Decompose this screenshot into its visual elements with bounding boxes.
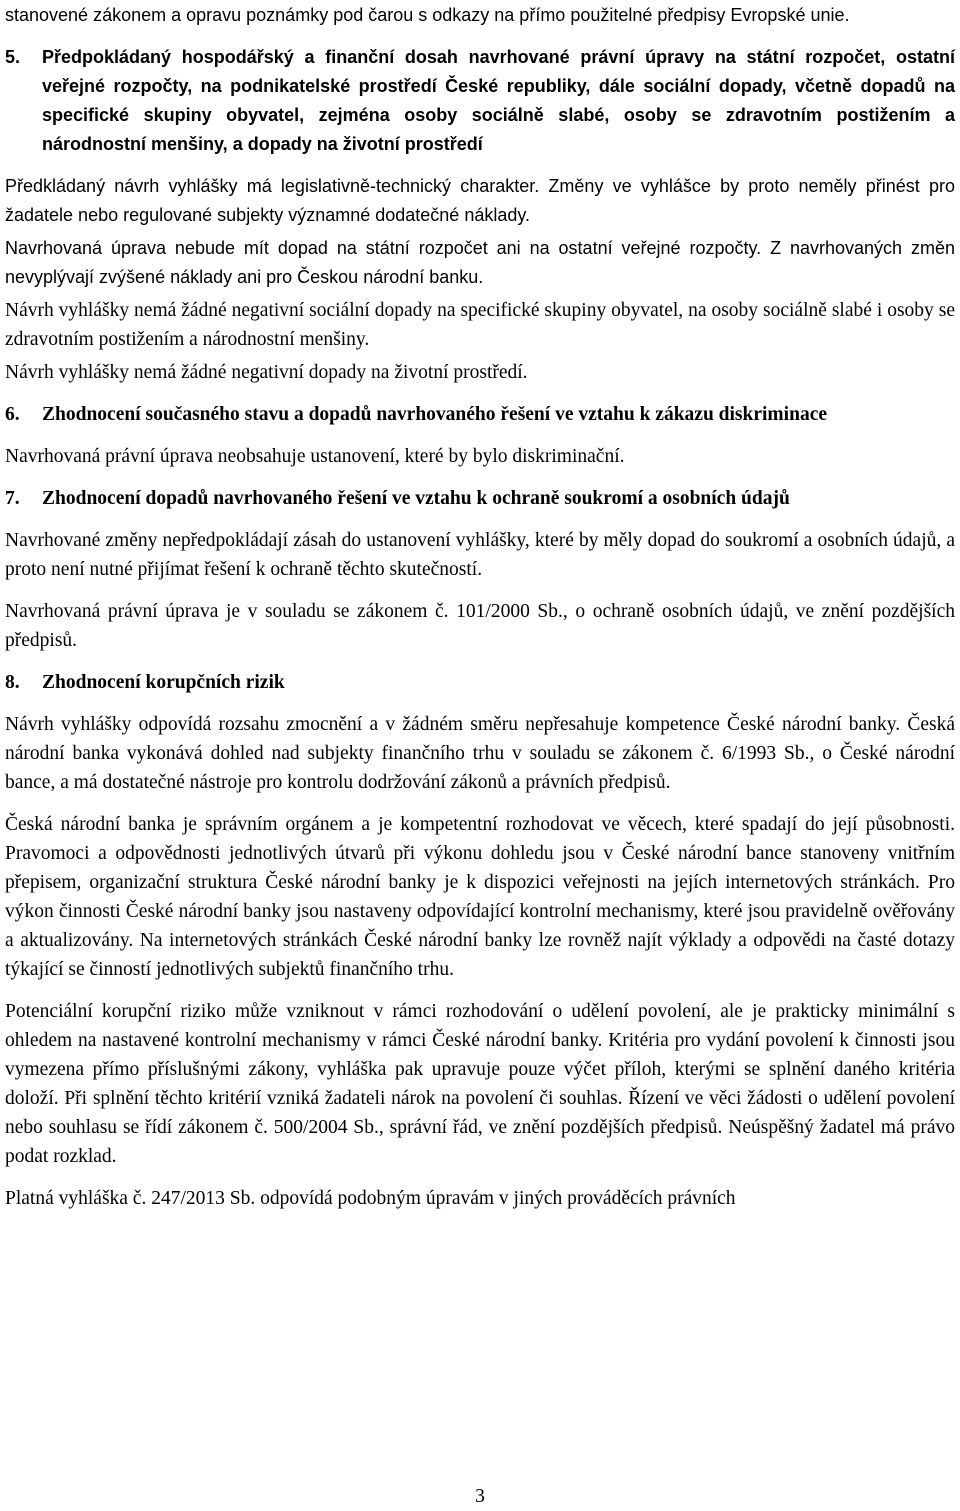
paragraph: Navrhovaná úprava nebude mít dopad na státní rozpočet ani na ostatní veřejné rozpočty. Z navrhovaných změn nevyplývají zvýšené náklady ani pro Českou národní banku. xyxy=(5,238,955,287)
paragraph: Navrhovaná právní úprava neobsahuje ustanovení, které by bylo diskriminační. xyxy=(5,446,625,467)
section-title: Zhodnocení současného stavu a dopadů navrhovaného řešení ve vztahu k zákazu diskriminace xyxy=(42,404,827,425)
paragraph: Předkládaný návrh vyhlášky má legislativně-technický charakter. Změny ve vyhlášce by proto neměly přinést pro žadatele nebo regulované subjekty významné dodatečné náklady. xyxy=(5,176,955,225)
section-6-heading xyxy=(5,400,955,429)
paragraph: Navrhovaná právní úprava je v souladu se zákonem č. 101/2000 Sb., o ochraně osobních údajů, ve znění pozdějších předpisů. xyxy=(5,601,955,651)
intro-fragment: stanovené zákonem a opravu poznámky pod čarou s odkazy na přímo použitelné předpisy Evropské unie. xyxy=(5,5,850,25)
paragraph: Potenciální korupční riziko může vzniknout v rámci rozhodování o udělení povolení, ale je prakticky minimální s ohledem na nastavené kontrolní mechanismy v rámci České národní banky. Kritéria pro vydání povolení k činnosti jsou vymezena přímo příslušnými zákony, vyhláška pak upravuje pouze výčet příloh, kterými se splnění daného kritéria doloží. Při splnění těchto kritérií vzniká žadateli nárok na povolení či souhlas. Řízení ve věci žádosti o udělení povolení nebo souhlasu se řídí zákonem č. 500/2004 Sb., správní řád, ve znění pozdějších předpisů. Neúspěšný žadatel má právo podat rozklad. xyxy=(5,1001,955,1167)
section-title: Zhodnocení dopadů navrhovaného řešení ve vztahu k ochraně soukromí a osobních údajů xyxy=(42,488,790,509)
paragraph: Návrh vyhlášky nemá žádné negativní dopady na životní prostředí. xyxy=(5,362,528,383)
section-title: Předpokládaný hospodářský a finanční dosah navrhované právní úpravy na státní rozpočet, ostatní veřejné rozpočty, na podnikatelské prostředí České republiky, dále sociální dopady, včetně dopadů na specifické skupiny obyvatel, zejména osoby sociálně slabé, osoby se zdravotním postižením a národnostní menšiny, a dopady na životní prostředí xyxy=(42,47,955,154)
section-8-heading xyxy=(5,668,955,697)
section-5-heading xyxy=(5,43,955,159)
page-number: 3 xyxy=(475,1486,485,1507)
section-number: 7. xyxy=(5,488,20,509)
paragraph: Platná vyhláška č. 247/2013 Sb. odpovídá podobným úpravám v jiných prováděcích právních xyxy=(5,1188,736,1209)
paragraph: Návrh vyhlášky nemá žádné negativní sociální dopady na specifické skupiny obyvatel, na osoby sociálně slabé i osoby se zdravotním postižením a národnostní menšiny. xyxy=(5,300,955,350)
section-7-heading xyxy=(5,484,955,513)
section-title: Zhodnocení korupčních rizik xyxy=(42,672,285,693)
section-number: 5. xyxy=(5,47,21,67)
section-number: 8. xyxy=(5,672,20,693)
paragraph: Navrhované změny nepředpokládají zásah do ustanovení vyhlášky, které by měly dopad do soukromí a osobních údajů, a proto není nutné přijímat řešení k ochraně těchto skutečností. xyxy=(5,530,955,580)
paragraph: Česká národní banka je správním orgánem a je kompetentní rozhodovat ve věcech, které spadají do její působnosti. Pravomoci a odpovědnosti jednotlivých útvarů při výkonu dohledu jsou v České národní bance stanoveny vnitřním přepisem, organizační struktura České národní banky je k dispozici veřejnosti na jejích internetových stránkách. Pro výkon činnosti České národní banky jsou nastaveny odpovídající kontrolní mechanismy, které jsou pravidelně ověřovány a aktualizovány. Na internetových stránkách České národní banky lze rovněž najít výklady a odpovědi na časté dotazy týkající se činností jednotlivých subjektů finančního trhu. xyxy=(5,814,955,980)
section-number: 6. xyxy=(5,404,20,425)
document-page xyxy=(5,1,955,1213)
paragraph: Návrh vyhlášky odpovídá rozsahu zmocnění a v žádném směru nepřesahuje kompetence České národní banky. Česká národní banka vykonává dohled nad subjekty finančního trhu v souladu se zákonem č. 6/1993 Sb., o České národní bance, a má dostatečné nástroje pro kontrolu dodržování zákonů a právních předpisů. xyxy=(5,714,955,793)
